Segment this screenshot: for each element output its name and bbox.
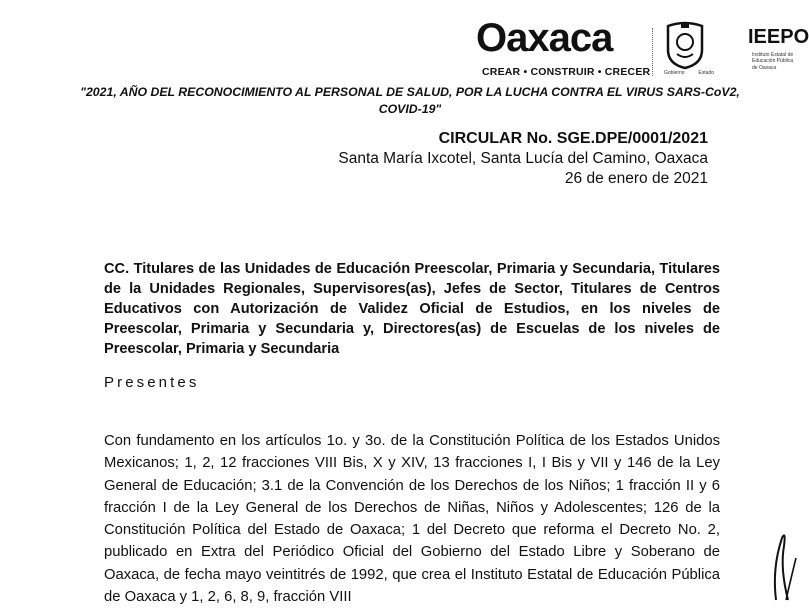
signature-icon bbox=[762, 528, 800, 600]
oaxaca-logo-tagline: CREAR • CONSTRUIR • CRECER bbox=[482, 66, 651, 78]
seal-caption bbox=[664, 70, 714, 76]
circular-number: CIRCULAR No. SGE.DPE/0001/2021 bbox=[438, 130, 708, 147]
circular-place: Santa María Ixcotel, Santa Lucía del Camino, Oaxaca bbox=[338, 150, 708, 167]
body-paragraph: Con fundamento en los artículos 1o. y 3o. de la Constitución Política de los Estados Unidos Mexicanos; 1, 2, 12 fracciones VIII Bis, X y XIV, 13 fracciones I, I Bis y VII y 146 de la Ley General de Educación; 3.1 de la Convención de los Derechos de los Niños; 1 fracción II y 6 fracción I de la Ley General de los Derechos de Niñas, Niños y Adolescentes; 126 de la Constitución Política del Estado de Oaxaca; 1 del Decreto que reforma el Decreto No. 2, publicado en Extra del Periódico Oficial del Gobierno del Estado Libre y Soberano de Oaxaca, de fecha mayo veintitrés de 1992, que crea el Instituto Estatal de Educación Pública de Oaxaca y 1, 2, 6, 8, 9, fracción VIII bbox=[104, 433, 720, 606]
seal-caption-left: Gobierno bbox=[664, 70, 685, 76]
year-motto: "2021, AÑO DEL RECONOCIMIENTO AL PERSONAL DE SALUD, POR LA LUCHA CONTRA EL VIRUS SARS-CoV2, COVID-19" bbox=[80, 85, 740, 116]
header-divider bbox=[652, 28, 653, 76]
ieepo-logo: IEEPO bbox=[748, 26, 809, 48]
seal-caption-right: Estado bbox=[698, 70, 714, 76]
state-seal-icon bbox=[662, 20, 708, 70]
addressee-block: CC. Titulares de las Unidades de Educación Preescolar, Primaria y Secundaria, Titulares de la Unidades Regionales, Supervisores(as), Jefes de Sector, Titulares de Centros Educativos con Autorización de Validez Oficial de Estudios, en los niveles de Preescolar, Primaria y Secundaria y, Directores(as) de Escuelas de los niveles de Preescolar, Primaria y Secundaria bbox=[104, 261, 720, 357]
circular-date: 26 de enero de 2021 bbox=[564, 170, 708, 187]
oaxaca-logo: Oaxaca bbox=[476, 16, 613, 60]
greeting: Presentes bbox=[104, 374, 200, 391]
ieepo-name: Instituto Estatal de Educación Pública de Oaxaca bbox=[752, 52, 794, 71]
